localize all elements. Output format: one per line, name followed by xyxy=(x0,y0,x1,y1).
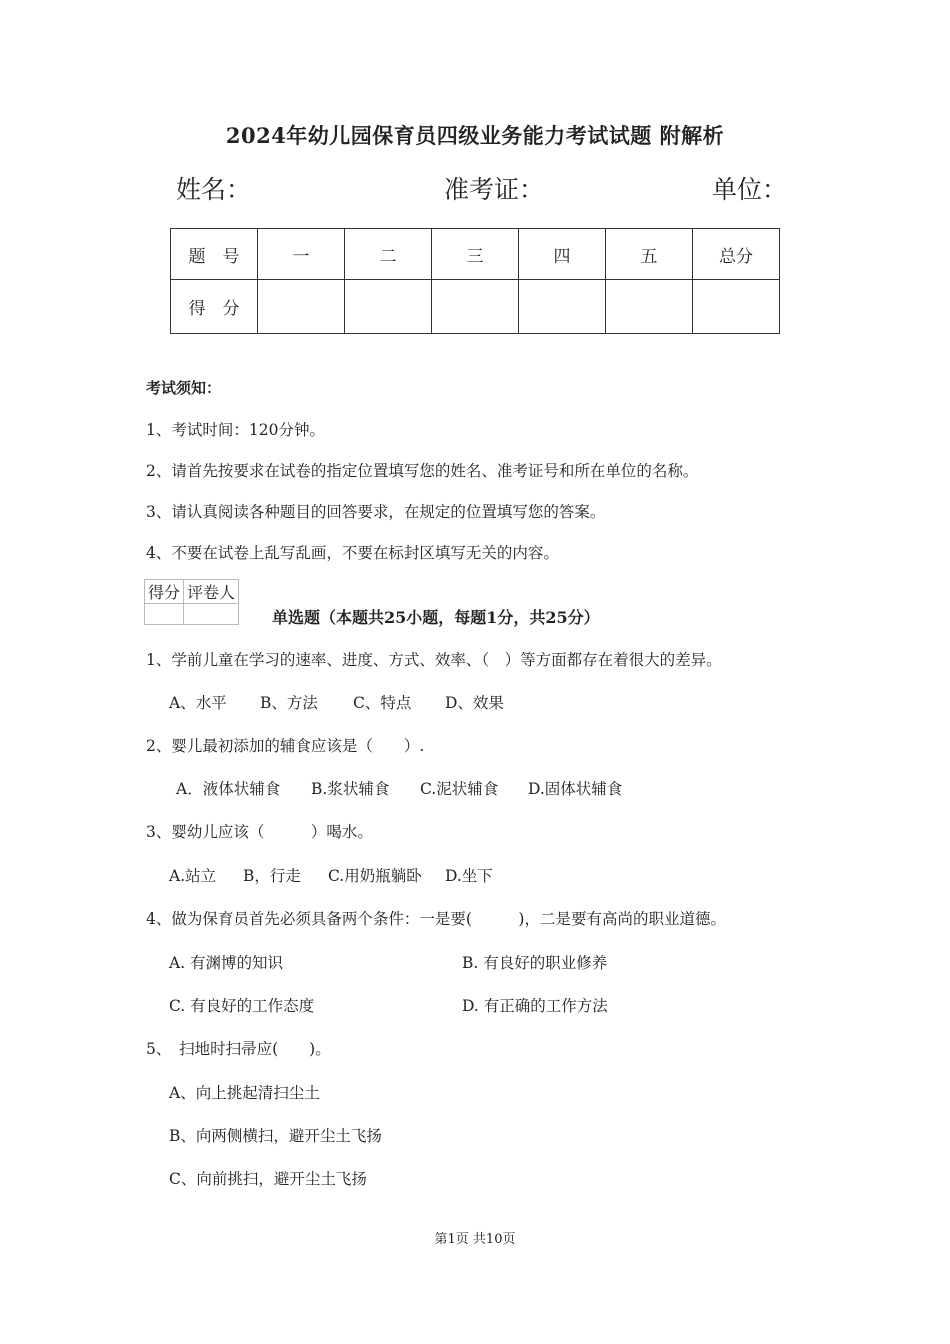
score-table-score-row xyxy=(171,280,780,334)
score-table-cell: 三 xyxy=(432,229,519,280)
score-table-cell: 四 xyxy=(519,229,606,280)
question-stem: 1、学前儿童在学习的速率、进度、方式、效率、（ ）等方面都存在着很大的差异。 xyxy=(146,651,722,669)
question-option[interactable]: C.泥状辅食 xyxy=(420,780,499,798)
grader-reviewer-cell[interactable] xyxy=(184,604,239,625)
question-option[interactable]: B. 有良好的职业修养 xyxy=(462,954,608,972)
notice-item: 1、考试时间：120分钟。 xyxy=(146,421,325,439)
score-table-header-row xyxy=(171,229,780,280)
name-field-label: 姓名： xyxy=(176,175,252,204)
score-input-cell[interactable] xyxy=(693,280,780,334)
question-option[interactable]: C、向前挑扫，避开尘土飞扬 xyxy=(169,1170,367,1188)
score-table-cell: 二 xyxy=(345,229,432,280)
notice-item: 2、请首先按要求在试卷的指定位置填写您的姓名、准考证号和所在单位的名称。 xyxy=(146,462,699,480)
question-option[interactable]: D、效果 xyxy=(445,694,504,712)
score-input-cell[interactable] xyxy=(519,280,606,334)
question-stem: 3、婴幼儿应该（ ）喝水。 xyxy=(146,823,373,841)
question-option[interactable]: B、向两侧横扫，避开尘土飞扬 xyxy=(169,1127,382,1145)
score-table-cell: 得 分 xyxy=(171,280,258,334)
question-option[interactable]: C.用奶瓶躺卧 xyxy=(328,867,422,885)
score-table-cell: 总分 xyxy=(693,229,780,280)
question-option[interactable]: B，行走 xyxy=(243,867,301,885)
question-option[interactable]: A．液体状辅食 xyxy=(176,780,281,798)
question-stem: 2、婴儿最初添加的辅食应该是（ ）. xyxy=(146,737,425,755)
score-table-cell: 一 xyxy=(258,229,345,280)
score-table-cell: 题 号 xyxy=(171,229,258,280)
unit-field-label: 单位： xyxy=(712,175,788,204)
question-stem: 4、做为保育员首先必须具备两个条件：一是要( )，二是要有高尚的职业道德。 xyxy=(146,910,726,928)
question-option[interactable]: A. 有渊博的知识 xyxy=(169,954,284,972)
grader-box xyxy=(144,579,239,625)
exam-id-field-label: 准考证： xyxy=(444,175,545,204)
score-table xyxy=(170,228,780,334)
question-option[interactable]: D.固体状辅食 xyxy=(528,780,623,798)
score-input-cell[interactable] xyxy=(606,280,693,334)
score-input-cell[interactable] xyxy=(345,280,432,334)
question-option[interactable]: B.浆状辅食 xyxy=(311,780,390,798)
grader-score-label: 得分 xyxy=(145,580,184,604)
section-title: 单选题（本题共25小题，每题1分，共25分） xyxy=(272,608,600,627)
question-option[interactable]: D.坐下 xyxy=(445,867,493,885)
notice-heading: 考试须知： xyxy=(146,379,222,397)
question-option[interactable]: B、方法 xyxy=(260,694,318,712)
document-title: 2024年幼儿园保育员四级业务能力考试试题 附解析 xyxy=(225,123,725,148)
grader-score-cell[interactable] xyxy=(145,604,184,625)
notice-item: 3、请认真阅读各种题目的回答要求，在规定的位置填写您的答案。 xyxy=(146,503,606,521)
question-option[interactable]: C. 有良好的工作态度 xyxy=(169,997,315,1015)
score-input-cell[interactable] xyxy=(432,280,519,334)
question-option[interactable]: A、向上挑起清扫尘土 xyxy=(169,1084,320,1102)
score-input-cell[interactable] xyxy=(258,280,345,334)
question-option[interactable]: D. 有正确的工作方法 xyxy=(462,997,608,1015)
notice-item: 4、不要在试卷上乱写乱画，不要在标封区填写无关的内容。 xyxy=(146,544,559,562)
score-table-cell: 五 xyxy=(606,229,693,280)
question-stem: 5、 扫地时扫帚应( )。 xyxy=(146,1040,331,1058)
question-option[interactable]: A.站立 xyxy=(169,867,217,885)
page-footer: 第1页 共10页 xyxy=(434,1232,516,1247)
question-option[interactable]: A、水平 xyxy=(169,694,227,712)
question-option[interactable]: C、特点 xyxy=(353,694,412,712)
grader-reviewer-label: 评卷人 xyxy=(184,580,239,604)
